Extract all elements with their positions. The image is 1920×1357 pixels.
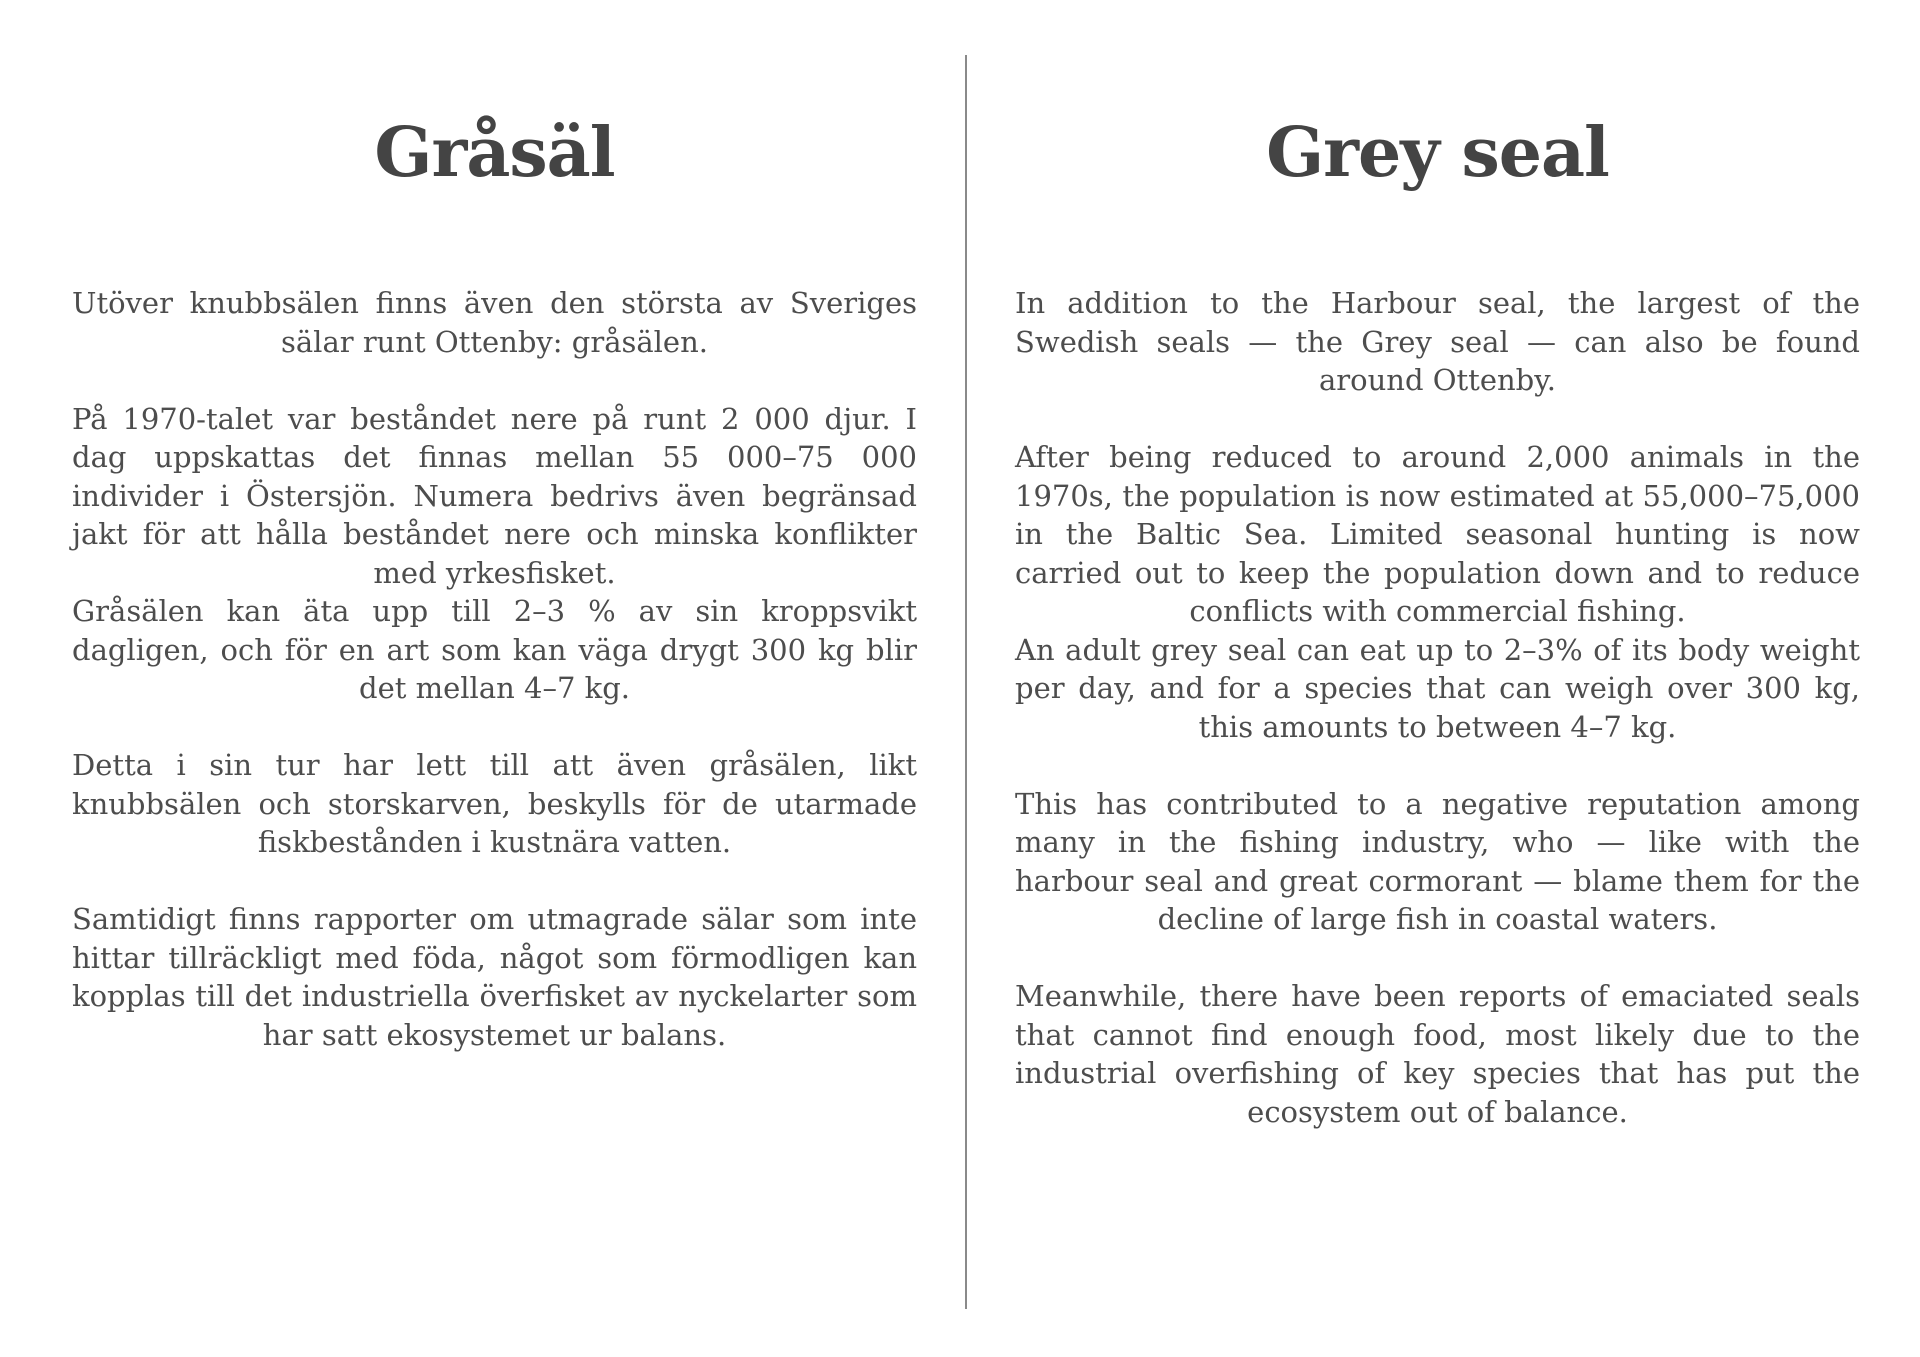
swedish-paragraph: Samtidigt finns rapporter om utmagrade sälar som inte hittar tillräckligt med föda, något som förmodligen kan kopplas till det industriella överfisket av nyckelarter som har satt ekosystemet ur balans.	[72, 902, 917, 1052]
english-paragraph: In addition to the Harbour seal, the largest of the Swedish seals — the Grey seal — can also be found around Ottenby.	[1015, 286, 1860, 397]
swedish-paragraph: Gråsälen kan äta upp till 2–3 % av sin kroppsvikt dagligen, och för en art som kan väga drygt 300 kg blir det mellan 4–7 kg.	[72, 594, 917, 705]
swedish-paragraph: Detta i sin tur har lett till att även gråsälen, likt knubbsälen och storskarven, beskylls för de utarmade fiskbestånden i kustnära vatten.	[72, 748, 917, 859]
english-paragraph: After being reduced to around 2,000 animals in the 1970s, the population is now estimated at 55,000–75,000 in the Baltic Sea. Limited seasonal hunting is now carried out to keep the population down and to reduce conflicts with commercial fishing.	[1015, 440, 1860, 628]
swedish-paragraph: Utöver knubbsälen finns även den största av Sveriges sälar runt Ottenby: gråsälen.	[72, 286, 917, 359]
column-divider	[965, 55, 967, 1309]
swedish-body	[72, 284, 917, 1054]
swedish-title: Gråsäl	[374, 113, 615, 193]
english-body	[1015, 284, 1860, 1131]
english-paragraph: This has contributed to a negative reputation among many in the fishing industry, who — like with the harbour seal and great cormorant — blame them for the decline of large fish in coastal waters.	[1015, 786, 1860, 936]
english-paragraph: An adult grey seal can eat up to 2–3% of its body weight per day, and for a species that can weigh over 300 kg, this amounts to between 4–7 kg.	[1015, 632, 1860, 744]
english-paragraph: Meanwhile, there have been reports of emaciated seals that cannot find enough food, most likely due to the industrial overfishing of key species that has put the ecosystem out of balance.	[1015, 979, 1860, 1129]
english-title: Grey seal	[1266, 113, 1609, 193]
swedish-paragraph: På 1970-talet var beståndet nere på runt 2 000 djur. I dag uppskattas det finnas mellan 55 000–75 000 individer i Östersjön. Numera bedrivs även begränsad jakt för att hålla beståndet nere och minska konflikter med yrkesfisket.	[72, 401, 917, 590]
